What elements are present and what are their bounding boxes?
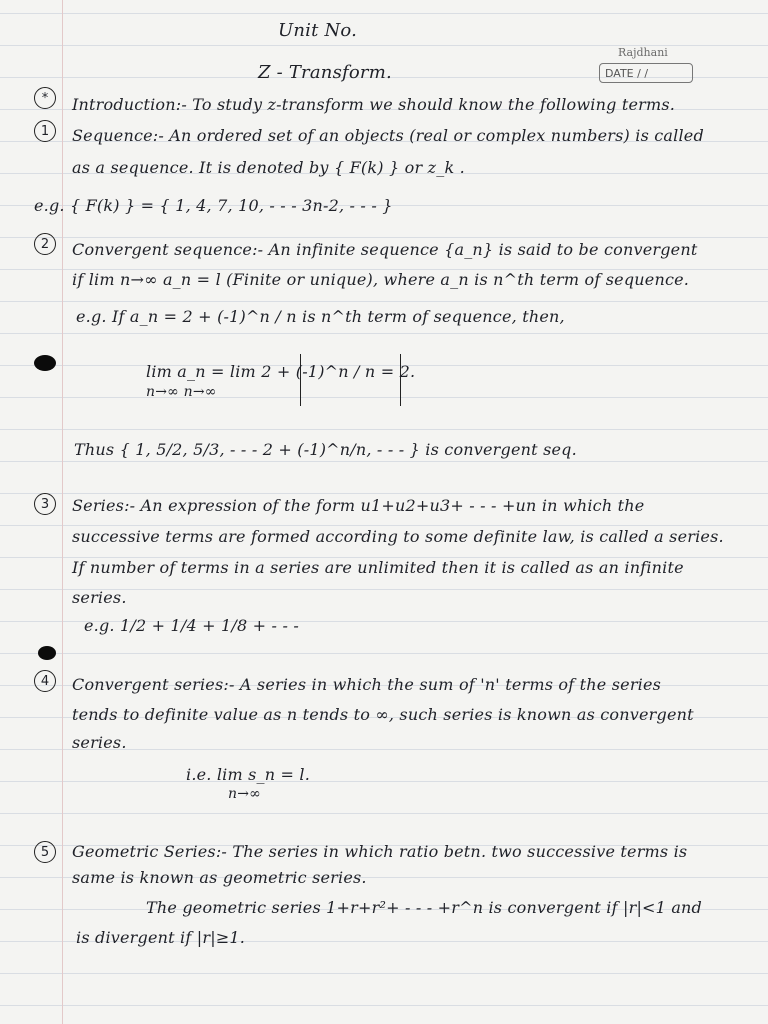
section-1-marker: 1	[34, 120, 56, 142]
margin-line	[62, 0, 63, 1024]
geometric-series-line-4: is divergent if |r|≥1.	[76, 928, 246, 947]
section-4-marker: 4	[34, 670, 56, 692]
sequence-definition-line-1: Sequence:- An ordered set of an objects (real or complex numbers) is called	[72, 126, 704, 145]
series-definition-line-4: series.	[72, 588, 127, 607]
convergent-series-limit-subscript: n→∞	[228, 786, 262, 802]
series-example: e.g. 1/2 + 1/4 + 1/8 + - - -	[84, 616, 299, 635]
sequence-example: e.g. { F(k) } = { 1, 4, 7, 10, - - - 3n-2, - - - }	[34, 196, 393, 215]
convergent-series-line-2: tends to definite value as n tends to ∞, such series is known as convergent	[72, 705, 694, 724]
unit-number: Unit No.	[278, 20, 358, 41]
ink-blot-mark	[34, 355, 56, 371]
geometric-series-line-3: The geometric series 1+r+r²+ - - - +r^n is convergent if |r|<1 and	[146, 898, 703, 917]
sequence-definition-line-2: as a sequence. It is denoted by { F(k) } or z_k .	[72, 158, 465, 177]
convergent-sequence-line-2: if lim n→∞ a_n = l (Finite or unique), where a_n is n^th term of sequence.	[72, 270, 690, 289]
page-title: Z - Transform.	[258, 62, 392, 83]
section-5-marker: 5	[34, 841, 56, 863]
convergent-series-limit: i.e. lim s_n = l.	[186, 765, 311, 784]
geometric-series-line-2: same is known as geometric series.	[72, 868, 367, 887]
convergent-sequence-conclusion: Thus { 1, 5/2, 5/3, - - - 2 + (-1)^n/n, - - - } is convergent seq.	[74, 440, 577, 459]
geometric-series-line-1: Geometric Series:- The series in which ratio betn. two successive terms is	[72, 842, 688, 861]
convergent-series-line-1: Convergent series:- A series in which the sum of 'n' terms of the series	[72, 675, 662, 694]
date-box: DATE / /	[599, 63, 693, 83]
limit-subscript: n→∞ n→∞	[146, 384, 217, 400]
convergent-sequence-line-1: Convergent sequence:- An infinite sequence {a_n} is said to be convergent	[72, 240, 698, 259]
convergent-sequence-example: e.g. If a_n = 2 + (-1)^n / n is n^th term of sequence, then,	[76, 307, 565, 326]
limit-expression: lim a_n = lim 2 + (-1)^n / n = 2.	[146, 362, 416, 381]
section-2-marker: 2	[34, 233, 56, 255]
series-definition-line-2: successive terms are formed according to some definite law, is called a series.	[72, 527, 724, 546]
series-definition-line-1: Series:- An expression of the form u1+u2+u3+ - - - +un in which the	[72, 496, 645, 515]
intro-marker: *	[34, 87, 56, 109]
section-3-marker: 3	[34, 493, 56, 515]
series-definition-line-3: If number of terms in a series are unlimited then it is called as an infinite	[72, 558, 684, 577]
convergent-series-line-3: series.	[72, 733, 127, 752]
intro-text: Introduction:- To study z-transform we should know the following terms.	[72, 95, 676, 114]
ink-blot-mark-2	[38, 646, 56, 660]
brand-logo-text: Rajdhani	[618, 46, 668, 59]
